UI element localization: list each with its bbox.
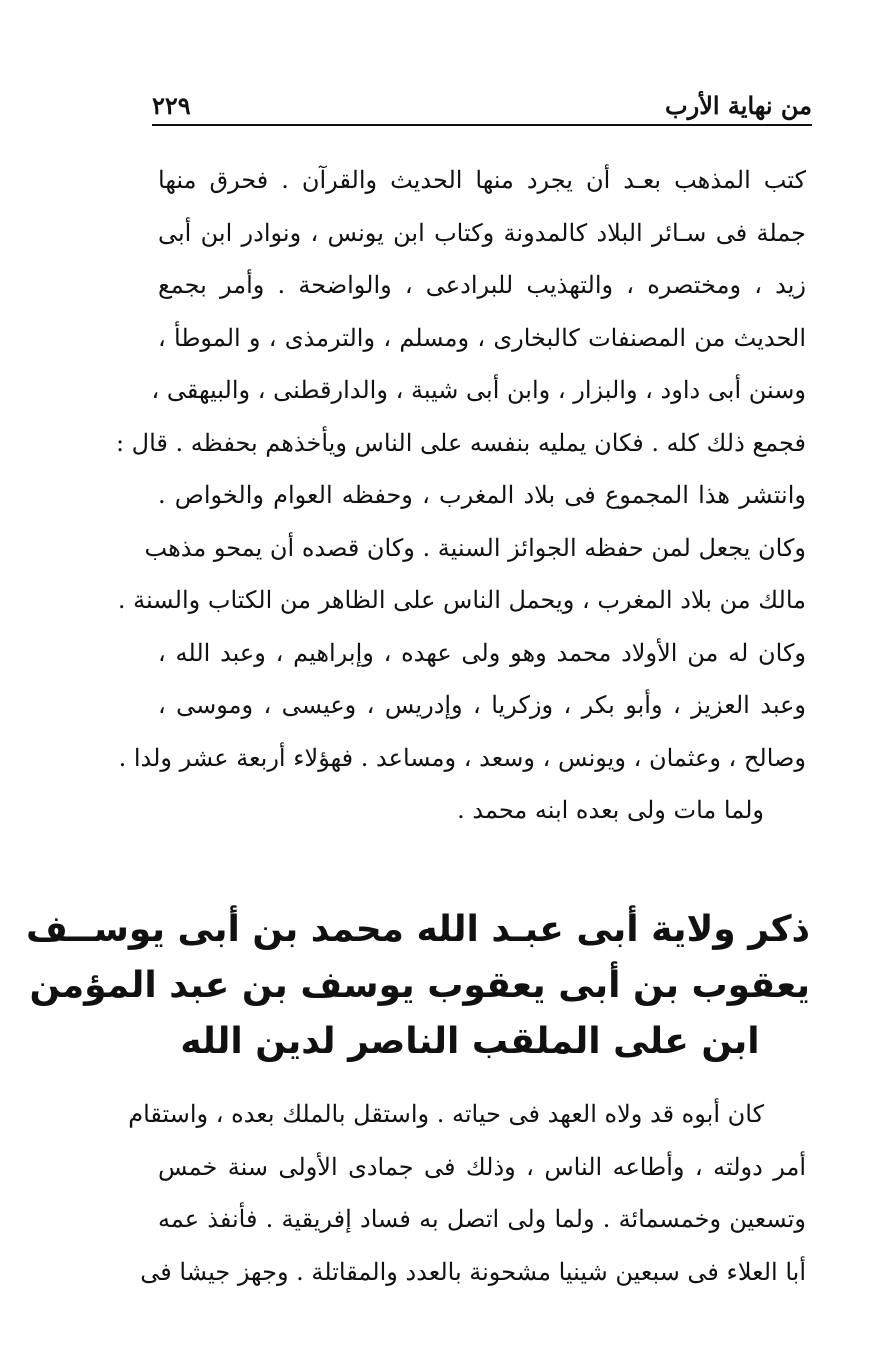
text-line: فجمع ذلك كله . فكان يمليه بنفسه على الناس ويأخذهم بحفظه . قال :	[115, 428, 806, 457]
text-line: وصالح ، وعثمان ، ويونس ، وسعد ، ومساعد . فهؤلاء أربعة عشر ولدا .	[118, 743, 806, 772]
text-line: أبا العلاء فى سبعين شينيا مشحونة بالعدد والمقاتلة . وجهز جيشا فى	[140, 1257, 806, 1286]
text-line: وكان يجعل لمن حفظه الجوائز السنية . وكان قصده أن يمحو مذهب	[144, 533, 806, 562]
text-line: وانتشر هذا المجموع فى بلاد المغرب ، وحفظه العوام والخواص .	[158, 481, 806, 509]
text-line: كتب المذهب بعـد أن يجرد منها الحديث والقرآن . فحرق منها	[158, 166, 806, 194]
text-line: وتسعين وخمسمائة . ولما ولى اتصل به فساد إفريقية . فأنفذ عمه	[158, 1205, 806, 1233]
running-title: من نهاية الأرب	[665, 91, 812, 120]
heading-line: يعقوب بن أبى يعقوب يوسف بن عبد المؤمن	[29, 965, 810, 1006]
page-number: ٢٢٩	[152, 91, 191, 120]
section-heading	[26, 902, 810, 1070]
text-line: وعبد العزيز ، وأبو بكر ، وزكريا ، وإدريس ، وعيسى ، وموسى ،	[158, 691, 806, 719]
running-header	[152, 84, 812, 120]
header-rule	[152, 124, 812, 126]
text-line: وكان له من الأولاد محمد وهو ولى عهده ، وإبراهيم ، وعبد الله ،	[158, 638, 806, 667]
heading-line: ابن على الملقب الناصر لدين الله	[180, 1021, 760, 1062]
text-line: أمر دولته ، وأطاعه الناس ، وذلك فى جمادى الأولى سنة خمس	[158, 1152, 806, 1181]
text-line: الحديث من المصنفات كالبخارى ، ومسلم ، والترمذى ، و الموطأ ،	[158, 323, 806, 352]
text-line: مالك من بلاد المغرب ، ويحمل الناس على الظاهر من الكتاب والسنة .	[117, 586, 806, 614]
text-line: كان أبوه قد ولاه العهد فى حياته . واستقل بالملك بعده ، واستقام	[128, 1100, 764, 1128]
closing-line: ولما مات ولى بعده ابنه محمد .	[457, 796, 764, 824]
text-line: وسنن أبى داود ، والبزار ، وابن أبى شيبة ، والدارقطنى ، والبيهقى ،	[151, 376, 806, 404]
heading-line: ذكر ولاية أبى عبـد الله محمد بن أبى يوســف	[26, 909, 810, 950]
body-text-section-2	[128, 1088, 806, 1298]
body-text-section-1	[115, 154, 806, 837]
text-line: جملة فى سـائر البلاد كالمدونة وكتاب ابن يونس ، ونوادر ابن أبى	[158, 218, 806, 247]
text-line: زيد ، ومختصره ، والتهذيب للبرادعى ، والواضحة . وأمر بجمع	[158, 271, 806, 299]
